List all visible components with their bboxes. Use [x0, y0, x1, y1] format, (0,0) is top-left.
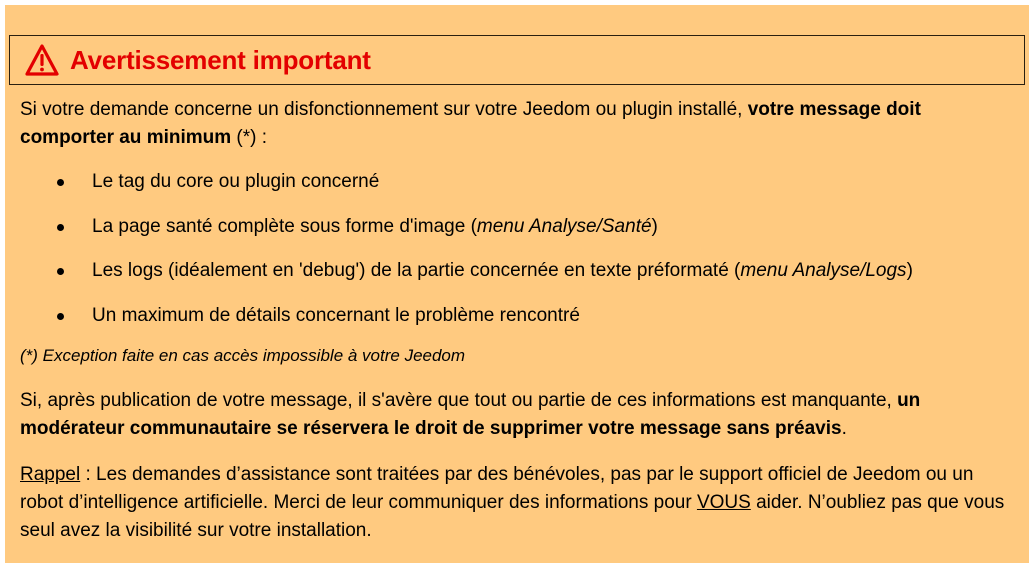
list-item-end: ): [906, 260, 913, 281]
warning-header: [9, 35, 1025, 85]
warning-panel: [5, 5, 1029, 563]
reminder-label: Rappel: [20, 464, 81, 485]
bullet-icon: [57, 224, 64, 231]
reminder-paragraph: [20, 461, 1020, 545]
list-item: [20, 302, 1020, 330]
list-item-text: Un maximum de détails concernant le problème rencontré: [92, 304, 580, 326]
reminder-text-end: aider. N’oubliez pas que vous seul avez la visibilité sur votre installation.: [20, 492, 1005, 541]
footnote: (*) Exception faite en cas accès impossible à votre Jeedom: [20, 346, 466, 365]
requirements-list: [20, 168, 1020, 330]
list-item-end: ): [651, 215, 658, 237]
warning-body: [20, 96, 1020, 545]
bullet-icon: [57, 268, 64, 275]
bullet-icon: [57, 313, 64, 320]
list-item-italic: menu Analyse/Santé: [476, 215, 652, 237]
intro-paragraph: [20, 96, 1020, 152]
list-item-italic: menu Analyse/Logs: [740, 260, 907, 281]
list-item: [20, 213, 1020, 241]
bullet-icon: [57, 179, 64, 186]
warning-triangle-icon: [24, 43, 60, 77]
reminder-emphasis: VOUS: [696, 492, 751, 513]
moderation-bold: un modérateur communautaire se réservera le droit de supprimer votre message sans préavis: [20, 390, 921, 439]
moderation-end: .: [841, 418, 847, 439]
intro-bold: votre message doit comporter au minimum: [20, 99, 921, 148]
intro-tail: (*) :: [231, 127, 268, 148]
list-item-text: Le tag du core ou plugin concerné: [92, 171, 380, 192]
list-item-text: Les logs (idéalement en 'debug') de la partie concernée en texte préformaté (: [92, 260, 741, 281]
intro-text: Si votre demande concerne un disfonctionnement sur votre Jeedom ou plugin installé,: [20, 99, 748, 120]
list-item: [20, 257, 1020, 285]
warning-title: Avertissement important: [70, 44, 371, 75]
list-item: [20, 168, 1020, 196]
moderation-paragraph: [20, 387, 1020, 443]
moderation-text: Si, après publication de votre message, il s'avère que tout ou partie de ces informations est manquante,: [20, 390, 898, 411]
list-item-text: La page santé complète sous forme d'image (: [92, 215, 477, 237]
reminder-text: : Les demandes d’assistance sont traitées par des bénévoles, pas par le support officiel de Jeedom ou un robot d’intelligence artificielle. Merci de leur communiquer des informations pour: [20, 464, 974, 513]
